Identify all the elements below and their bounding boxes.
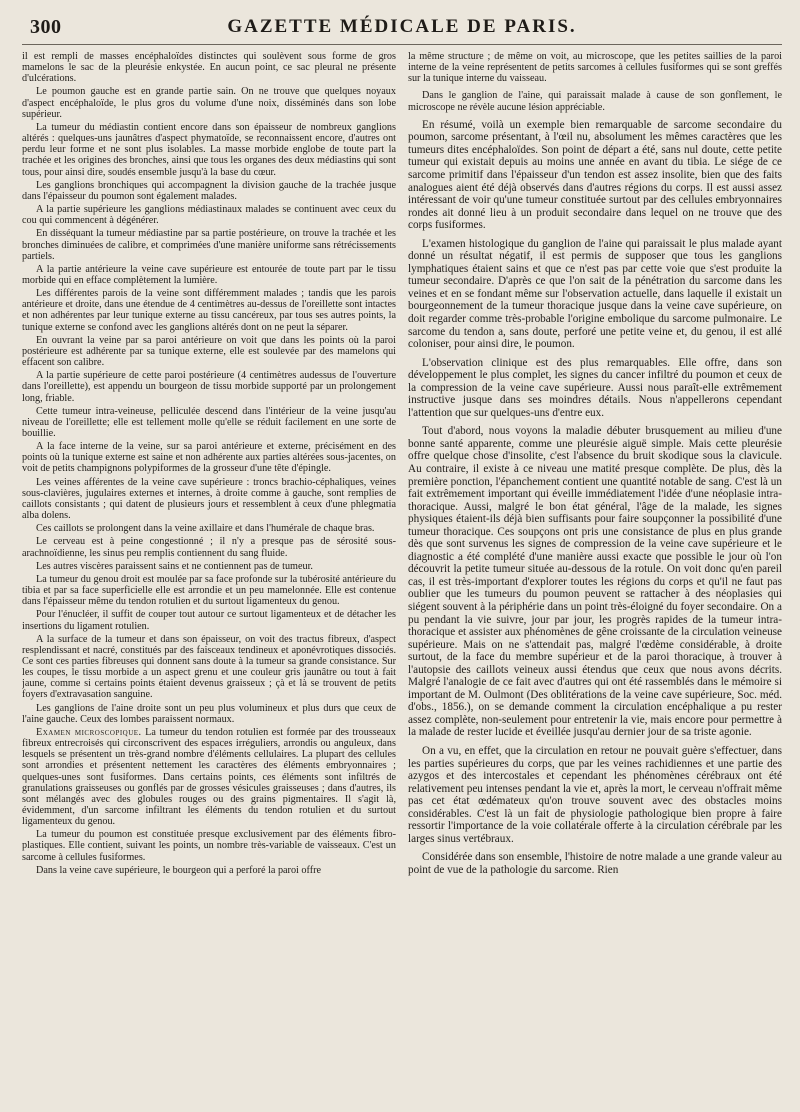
left-paragraph — [22, 406, 396, 439]
left-paragraph — [22, 865, 396, 876]
left-paragraph — [22, 536, 396, 558]
section-heading: Examen microscopique. — [36, 726, 142, 738]
paragraph-text: Les ganglions bronchiques qui accompagnent la division gauche de la trachée jusque dans l'épaisseur du poumon sont également malades. — [22, 179, 396, 202]
left-paragraph — [22, 51, 396, 84]
paragraph-text: Le cerveau est à peine congestionné ; il n'y a presque pas de sérosité sous-arachnoïdienne, les sinus peu remplis contiennent du sang fluide. — [22, 536, 396, 559]
paragraph-text: Dans la veine cave supérieure, le bourgeon qui a perforé la paroi offre — [36, 864, 322, 876]
paragraph-text: La tumeur du tendon rotulien est formée par des trousseaux fibreux entrecroisés qui circonscrivent des espaces irréguliers, arrondis ou anguleux, dans lesquels se présentent un très-grand nombre d'éléments cellulaires. La plupart des cellules sont arrondies et présentent nettement les caractères des éléments embryonnaires ; quelques-unes sont fusiformes. Dans certains points, ces éléments sont infiltrés de granulations graisseuses ou gonflés par de grosses vésicules graisseuses ; dans d'autres, ils sont mélangés avec des globules rouges ou des grains pigmentaires. Il s'agit là, évidemment, d'un sarcome infiltrant les éléments du tendon rotulien et du surtout ligamenteux du genou. — [22, 726, 396, 828]
left-paragraph — [22, 523, 396, 534]
paragraph-text: A la partie supérieure les ganglions médiastinaux malades se continuent avec ceux du cou qui commencent à dégénérer. — [22, 204, 396, 227]
left-paragraph — [22, 228, 396, 261]
paragraph-text: la même structure ; de même on voit, au microscope, que les petites saillies de la paroi interne de la veine représentent de petits sarcomes à cellules fusiformes qui se sont greffés sur la tunique interne du vaisseau. — [408, 51, 782, 85]
page-number: 300 — [30, 16, 62, 38]
left-paragraph — [22, 335, 396, 368]
paragraph-text: Ces caillots se prolongent dans la veine axillaire et dans l'humérale de chaque bras. — [36, 523, 375, 535]
left-paragraph — [22, 561, 396, 572]
left-paragraph — [22, 204, 396, 226]
right-paragraph — [408, 745, 782, 845]
paragraph-text: La tumeur du médiastin contient encore dans son épaisseur de nombreux ganglions altérés : quelques-uns jaunâtres d'aspect phymatoïde, se reconnaissent encore, d'autres ont perdu leur forme et ne sont plus isolables. La masse morbide englobe de toute part la trachée et les origines des bronches, ainsi que tous les organes des deux médiastins qui sont tous, pour ainsi dire, soudés ensemble jusqu'à la base du cœur. — [22, 121, 396, 178]
paragraph-text: En résumé, voilà un exemple bien remarquable de sarcome secondaire du poumon, sarcome présentant, à l'œil nu, absolument les mêmes caractères que les tumeurs dites encéphaloïdes. Son point de départ a été, sans nul doute, cette petite tumeur qui existait depuis au moins une année en avant du tibia. Le siége de ce sarcome primitif dans l'épaisseur d'un tendon est assez insolite, bien que des faits analogues aient été déjà observés dans d'autres régions du corps. Il est aussi assez intéressant de voir qu'une tumeur constituée surtout par des cellules embryonnaires rondes ait donné lieu à un produit secondaire dans lequel on ne trouve que des corps fusiformes. — [408, 118, 782, 232]
left-paragraph — [22, 122, 396, 178]
journal-title: GAZETTE MÉDICALE DE PARIS. — [227, 16, 577, 37]
left-paragraph — [22, 703, 396, 725]
right-paragraph — [408, 238, 782, 351]
page-header — [22, 14, 782, 45]
left-paragraph — [22, 574, 396, 607]
right-column — [408, 51, 782, 1109]
paragraph-text: En disséquant la tumeur médiastine par sa partie postérieure, on trouve la trachée et les bronches diminuées de calibre, et comprimées d'une manière uniforme sans rétrécissements partiels. — [22, 228, 396, 262]
paragraph-text: Les autres viscères paraissent sains et ne contiennent pas de tumeur. — [36, 560, 313, 572]
paragraph-text: Dans le ganglion de l'aine, qui paraissait malade à cause de son gonflement, le microscope ne révèle aucune lésion appréciable. — [408, 90, 782, 113]
left-paragraph — [22, 477, 396, 522]
right-paragraph — [408, 119, 782, 232]
paragraph-text: A la face interne de la veine, sur sa paroi antérieure et externe, précisément en des points où la tunique externe est saine et non adhérente aux parties altérées sous-jacentes, on voit de petits champignons polypiformes de la grosseur d'une tête d'épingle. — [22, 441, 396, 475]
paragraph-text: Le poumon gauche est en grande partie sain. On ne trouve que quelques noyaux d'aspect encéphaloïde, le plus gros du volume d'une noix, disséminés dans son lobe supérieur. — [22, 86, 396, 120]
text-columns — [22, 51, 782, 1109]
left-paragraph — [22, 288, 396, 333]
left-paragraph — [22, 180, 396, 202]
right-paragraph — [408, 90, 782, 112]
left-paragraph — [22, 634, 396, 701]
paragraph-text: Les ganglions de l'aine droite sont un peu plus volumineux et plus durs que ceux de l'aine gauche. Ceux des lombes paraissent normaux. — [22, 702, 396, 725]
paragraph-text: A la partie supérieure de cette paroi postérieure (4 centimètres audessus de l'ouverture dans l'oreillette), est appendu un bourgeon de tissu morbide supporté par un prolongement long, friable. — [22, 370, 396, 404]
paragraph-text: Les veines afférentes de la veine cave supérieure : troncs brachio-céphaliques, veines sous-clavières, jugulaires externes et internes, à droite comme à gauche, sont remplies de caillots consistants ; qui datent de plusieurs jours et ressemblent à ceux d'une phlegmatia alba dolens. — [22, 476, 396, 522]
paragraph-text: Considérée dans son ensemble, l'histoire de notre malade a une grande valeur au point de vue de la pathologie du sarcome. Rien — [408, 851, 782, 876]
left-column — [22, 51, 396, 1109]
paragraph-text: Pour l'énucléer, il suffit de couper tout autour ce surtout ligamenteux et de détacher les insertions du ligament rotulien. — [22, 609, 396, 632]
paragraph-text: A la surface de la tumeur et dans son épaisseur, on voit des tractus fibreux, d'aspect resplendissant et nacré, constitués par des faisceaux tendineux et aponévrotiques dissociés. Ce sont ces parties fibreuses qui donnent sans doute à la tumeur sa grande consistance. Sur les coupes, le tissu morbide a un aspect grenu et une couleur gris jaunâtre ou tout à fait jaune, comme si certains points étaient devenus graisseux ; çà et là se trouvent de petits foyers d'extravasation sanguine. — [22, 633, 396, 701]
left-paragraph — [22, 829, 396, 862]
paragraph-text: En ouvrant la veine par sa paroi antérieure on voit que dans les points où la paroi postérieure est adhérente par sa tunique externe, elle est soulevée par des mamelons qui effacent son calibre. — [22, 334, 396, 369]
paragraph-text: Les différentes parois de la veine sont différemment malades ; tandis que les parois antérieure et droite, dans une étendue de 4 centimètres au-dessus de l'oreillette sont intactes et non adhérentes par leur tunique externe au tissu cancéreux, par tous ses autres points, la tunique externe se confond avec les ganglions altérés dont on ne peut la séparer. — [22, 288, 396, 333]
paragraph-text: On a vu, en effet, que la circulation en retour ne pouvait guère s'effectuer, dans les parties supérieures du corps, que par les veines rachidiennes et une partie des azygos et des intercostales et cependant les phénomènes cérébraux ont été relativement peu intenses pendant la vie et, après la mort, le cerveau n'offrait même pas cet état œdémateux qu'on trouve souvent avec des obstacles moins considérables. C'est là un fait de physiologie pathologique bien propre à faire ressortir l'importance de la voie collatérale offerte à la circulation cérébrale par les larges sinus vertébraux. — [408, 745, 782, 845]
paragraph-text: La tumeur du genou droit est moulée par sa face profonde sur la tubérosité antérieure du tibia et par sa face superficielle elle est arrondie et un peu mamelonnée. Elle est contenue dans l'épaisseur même du tendon rotulien et du surtout ligamenteux du genou. — [22, 573, 396, 608]
right-paragraph — [408, 425, 782, 739]
left-paragraph — [22, 609, 396, 631]
right-paragraph — [408, 51, 782, 84]
left-paragraph — [22, 264, 396, 286]
left-paragraph — [22, 727, 396, 827]
paragraph-text: il est rempli de masses encéphaloïdes distinctes qui soulèvent sous forme de gros mamelons le sac de la pleurésie enkystée. En aucun point, ce sac pleural ne présente d'ulcérations. — [22, 51, 396, 85]
right-paragraph — [408, 851, 782, 876]
left-paragraph — [22, 370, 396, 403]
paragraph-text: L'examen histologique du ganglion de l'aine qui paraissait le plus malade ayant donné un résultat négatif, il est permis de supposer que tous les ganglions lymphatiques étaient sains et que ce n'est pas par cette voie que s'est produite la tumeur secondaire. D'après ce que l'on sait de la pénétration du sarcome dans les veines et en se fondant même sur l'observation actuelle, dans laquelle il existait un bourgeonnement de la tumeur thoracique jusque dans la veine cave supérieure, on doit regarder comme très-probable l'origine embolique du sarcome pulmonaire. Le sarcome du tendon a, sans doute, perforé une petite veine et, du genou, il est allé coloniser, pour ainsi dire, le poumon. — [408, 237, 782, 351]
paragraph-text: Tout d'abord, nous voyons la maladie débuter brusquement au milieu d'une bonne santé apparente, comme une pleurésie aiguë simple. Mais cette pleurésie offre quelque chose d'insolite, c'est l'absence du bruit skodique sous la clavicule. Au contraire, il existe à ce niveau une matité presque complète. De plus, dès la première ponction, l'épanchement contient une quantité notable de sang. C'est là un fait extrêmement important qui éveille immédiatement l'idée d'une néoplasie intra-thoracique. Aussi, malgré le bon état général, l'âge de la malade, les signes physiques étaient-ils déjà bien suffisants pour faire soupçonner la possibilité d'une tumeur thoracique. Ces soupçons ont pris une consistance de plus en plus grande dès que sont survenus les signes de compression de la veine cave supérieure et le diagnostic a été complété d'une manière aussi exacte que possible le jour où l'on découvrit la petite tumeur située au-dessous de la rotule. On voit donc qu'en pareil cas, il est très-important d'explorer toutes les régions du corps et qu'il ne faut pas oublier que les tumeurs du poumon peuvent se rattacher à des néoplasies qui siégent souvent à la périphérie dans un point très-éloigné du foyer secondaire. On a pu pendant la vie suivre, jour par jour, les progrès rapides de la tumeur intra-thoracique et assister aux phénomènes de gêne croissante de la circulation veineuse supérieure. Mais on ne s'attendait pas, malgré l'œdème considérable, à droite surtout, de la face du membre supérieur et de la paroi thoracique, à trouver à l'autopsie des caillots veineux aussi étendus que ceux que nous avons décrits. Malgré l'analogie de ce fait avec d'autres qui ont été rassemblés dans le mémoire si important de M. Oulmont (Des oblitérations de la veine cave supérieure, Soc. méd. d'obs., 1856.), on se demande comment la circulation encéphalique a pu rester assez complète, non-seulement pour entretenir la vie, mais encore pour permettre à la malade de rester lucide et éveillée jusqu'au dernier jour de sa triste agonie. — [408, 425, 782, 739]
paragraph-text: A la partie antérieure la veine cave supérieure est entourée de toute part par le tissu morbide qui en efface complètement la lumière. — [22, 263, 396, 286]
paragraph-text: La tumeur du poumon est constituée presque exclusivement par des éléments fibro-plastiques. Elle contient, suivant les points, un nombre très-variable de vaisseaux. C'est un sarcome à cellules fusiformes. — [22, 829, 396, 863]
right-paragraph — [408, 357, 782, 420]
paragraph-text: L'observation clinique est des plus remarquables. Elle offre, dans son développement le plus complet, les signes du cancer infiltré du poumon et ceux de la compression de la veine cave supérieure. Aussi nous paraît-elle extrêmement instructive jusque dans ses moindres détails. Nous n'appellerons cependant l'attention que sur quelques-uns d'entre eux. — [408, 356, 782, 419]
left-paragraph — [22, 441, 396, 474]
paragraph-text: Cette tumeur intra-veineuse, pelliculée descend dans l'intérieur de la veine jusqu'au niveau de l'oreillette; elle est tellement molle qu'elle se réduit facilement en une sorte de bouillie. — [22, 405, 396, 439]
left-paragraph — [22, 86, 396, 119]
